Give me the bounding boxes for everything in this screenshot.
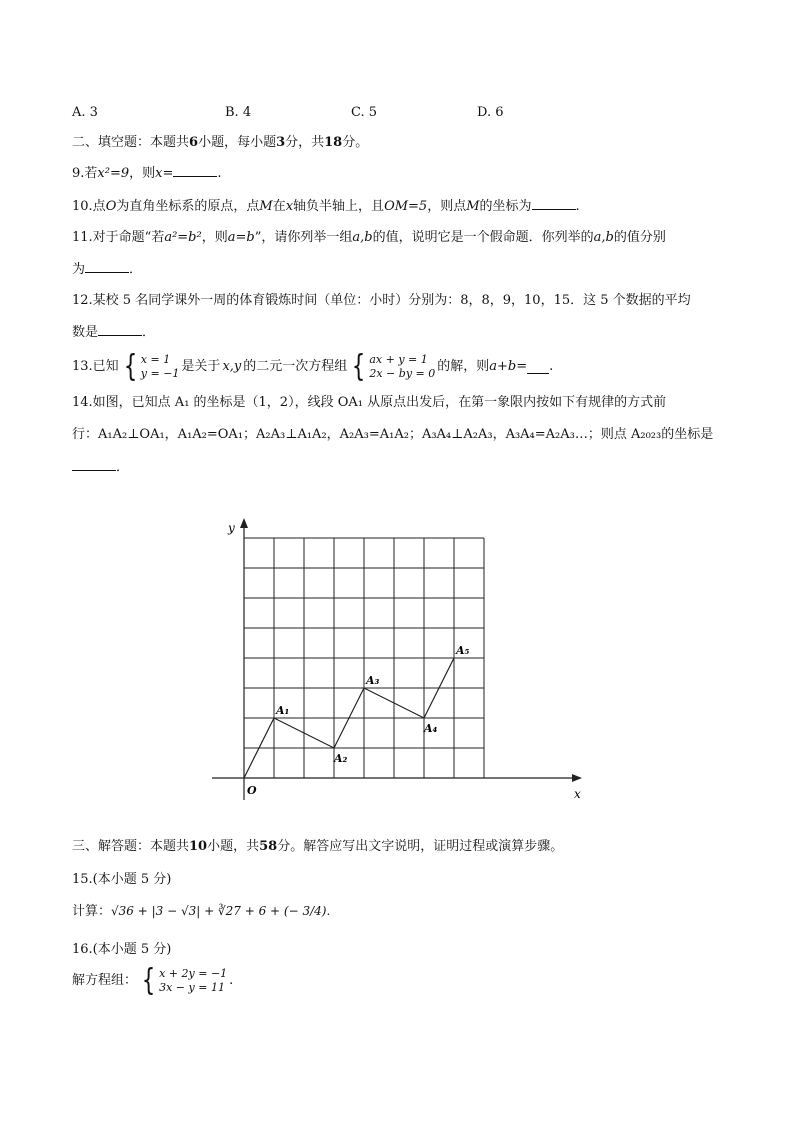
question-11-line-2: 为 ． [72,262,143,277]
point-label: A₁ [276,704,290,717]
option-c: C. 5 [351,105,378,120]
question-14-line-2: 行：A₁A₂⊥OA₁，A₁A₂=OA₁；A₂A₃⊥A₁A₂，A₂A₃=A₁A₂；A₃A₄⊥A₂A₃，A₃A₄=A₂A₃…；则点 A₂₀₂₃的坐标是 [72,427,714,442]
equation-system: { x + 2y = −1 3x − y = 11 [141,963,228,998]
answer-blank [98,323,142,336]
question-12-line-2: 数是 ． [72,325,156,340]
option-b: B. 4 [225,105,252,120]
origin-label: O [247,784,257,797]
answer-blank [72,458,116,471]
answer-blank [173,164,217,177]
question-13: 13.已知 { x = 1 y = −1 是关于 x,y 的二元一次方程组 { ax + y = 1 2x − by = 0 的解，则 a+b= . [72,349,554,384]
section-2-heading: 二、填空题：本题共6小题，每小题3分，共18分。 [72,135,369,150]
answer-blank [532,197,576,210]
point-label: A₃ [366,674,380,687]
point-label: A₄ [424,722,438,735]
section-3-heading: 三、解答题：本题共10小题，共58分。解答应写出文字说明，证明过程或演算步骤。 [72,839,564,854]
answer-blank [85,260,129,273]
question-14-line-1: 14.如图，已知点 A₁ 的坐标是（1，2），线段 OA₁ 从原点出发后，在第一象限内按如下有规律的方式前 [72,395,667,410]
equation-system: { ax + y = 1 2x − by = 0 [352,349,436,384]
point-label: A₂ [334,752,348,765]
y-axis-label: y [228,521,235,535]
question-12-line-1: 12.某校 5 名同学课外一周的体育锻炼时间（单位：小时）分别为：8，8，9，10，15．这 5 个数据的平均 [72,293,691,308]
grid [244,538,484,778]
x-axis [212,774,582,782]
question-15-title: 15.(本小题 5 分) [72,872,172,887]
x-axis-label: x [574,787,581,801]
option-d: D. 6 [477,105,504,120]
question-16-title: 16.(本小题 5 分) [72,942,172,957]
question-10: 10.点O为直角坐标系的原点，点M在x轴负半轴上，且OM=5，则点M的坐标为 . [72,199,580,214]
question-16-body: 解方程组： { x + 2y = −1 3x − y = 11 . [72,963,234,998]
point-label: A₅ [456,644,470,657]
question-14-line-3: ． [72,458,129,477]
question-15-body: 计算：√36 + |3 − √3| + ∛27 + 6 + (− 3/4). [72,904,331,919]
option-a: A. 3 [72,105,98,120]
coordinate-figure [200,510,600,805]
question-9: 9.若x²=9，则x= . [72,166,222,181]
answer-blank [527,361,549,374]
equation-system-solution: { x = 1 y = −1 [123,349,180,384]
y-axis [240,518,248,800]
question-11-line-1: 11.对于命题“若a²=b²，则a=b”，请你列举一组a,b的值，说明它是一个假命题．你列举的a,b的值分别 [72,230,666,245]
